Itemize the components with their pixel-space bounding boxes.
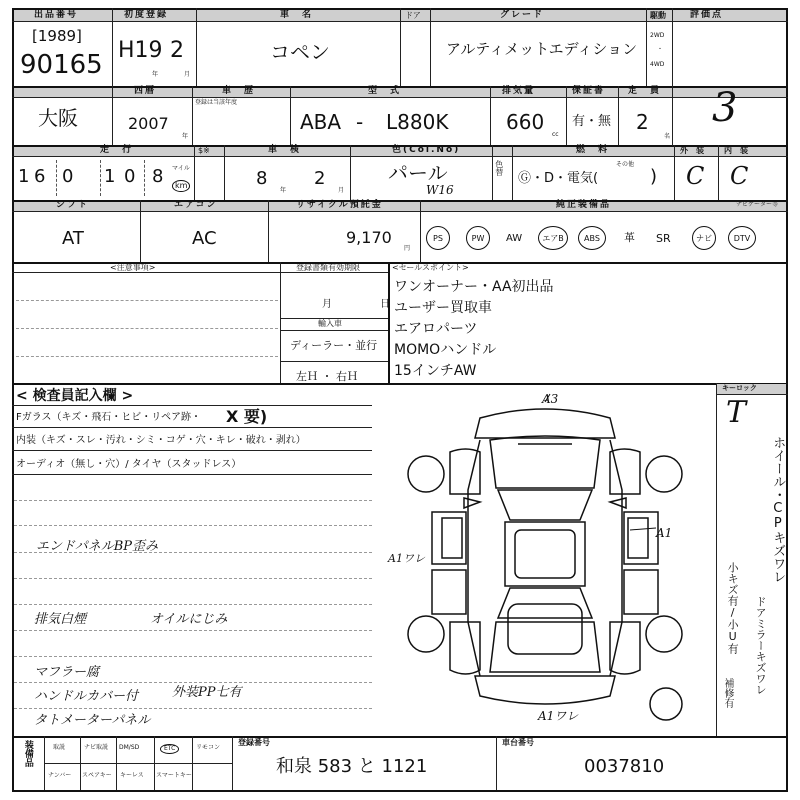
car-damage-diagram [380, 390, 710, 730]
hand-note: タトメーターパネル [34, 713, 151, 728]
inspection-year: 8 [256, 168, 268, 189]
lot-number: 90165 [20, 50, 103, 80]
sales-label: <セールスポイント> [392, 263, 469, 272]
plate-number: 和泉 583 と 1121 [276, 756, 428, 777]
auction-sheet: 出品番号 [1989] 90165 初度登録 H19 2 年 月 車 名 コペン ドア グレード アルティメットエディション 駆動 2WD ・ 4WD 評価点 大阪 西暦 2007 年 車 歴 登録は当該年度 型 式 ABA - L880K 排気量 660 cc 保証書 有・無 定 員 2 名 3 走 行 1 6 0 1 0 8 マイル km $※ 車 検 8 年 2 月 色(Col.No) パール W16 色替 燃 料 Ⓖ・D・電気( その他 ) 外 装 C 内 装 C シフト AT エアコン AC リサイクル預託金 9,170 円 純正装備品 ナビゲーター等 PS PW AW エアB ABS 革 SR ナビ DTV <注意事項> 登録書類有効期限 月 日 輸入車 ディーラー・並行 左Ｈ ・ 右Ｈ <セールスポイント> ワンオーナー・AA初出品 ユーザー買取車 エアロパーツ MOMOハンドル 15インチAW < 検査員記入欄 > Fガラス（キズ・飛石・ヒビ・リペア跡・ X 要) 内装（キズ・スレ・汚れ・シミ・コゲ・穴・キレ・破れ・剥れ） オーディオ（無し・穴）/ タイヤ（スタッドレス） エンドパネルBP歪み 排気白煙 オイルにじみ マフラー腐 ハンドルカバー付 外装PP七有 タトメーターパネル A3 A1 A1ワレ A1ワレ キーロック T ホイール・CPキズワレ 小キズ有/小U有 ドアミラーキズワレ 補修有 装備品 取説 ナビ取説 DM/SD ETC リモコン ナンバー スペアキー キーレス スマートキー 登録番号 和泉 583 と 1121 車台番号 0037810 [0, 0, 800, 800]
drive-label: 駆動 [650, 11, 666, 20]
mileage-digit: 0 [124, 166, 136, 187]
reg-month: 2 [170, 38, 184, 63]
air-conditioning: AC [192, 228, 217, 249]
fglass-mark: X 要) [226, 407, 268, 426]
equip-navi: ナビ [692, 226, 716, 250]
hand-note: オイルにじみ [150, 612, 228, 627]
fuel-options: Ⓖ・D・電気( [518, 171, 599, 186]
car-name: コペン [270, 40, 330, 64]
dealer-parallel: ディーラー・並行 [290, 339, 378, 352]
option-etc-circled: ETC [160, 744, 179, 754]
key-col: 小キズ有/小U有 [726, 562, 740, 654]
sales-point: ワンオーナー・AA初出品 [394, 279, 554, 295]
vin-number: 0037810 [584, 756, 665, 777]
caution-label: <注意事項> [110, 263, 156, 272]
interior-line: 内装（キズ・スレ・汚れ・シミ・コゲ・穴・キレ・破れ・剥れ） [16, 435, 306, 446]
equip-airbag: エアB [538, 226, 568, 250]
capacity: 2 [636, 110, 649, 134]
exterior-grade: C [686, 162, 705, 190]
color-code: W16 [426, 183, 454, 197]
keylock-value: T [726, 395, 747, 430]
door-label: ドア [405, 11, 421, 20]
hand-note: エンドパネルBP歪み [36, 539, 159, 554]
model-year: 2007 [128, 114, 169, 133]
recycle-fee: 9,170 [346, 228, 392, 247]
sales-point: ユーザー買取車 [394, 300, 492, 316]
inspector-title: < 検査員記入欄 > [16, 388, 134, 404]
key-col: ホイール・CPキズワレ [770, 436, 786, 583]
import-label: 輸入車 [318, 319, 342, 328]
inspection-month: 2 [314, 168, 326, 189]
model-prefix: ABA [300, 110, 342, 134]
equip-dtv: DTV [728, 226, 756, 250]
first-reg-label: 初度登録 [124, 10, 169, 20]
sales-point: MOMOハンドル [394, 342, 497, 358]
audio-line: オーディオ（無し・穴）/ タイヤ（スタッドレス） [16, 459, 242, 470]
km-unit-circled: km [172, 180, 190, 192]
grade-label: グレード [500, 10, 545, 20]
score-label: 評価点 [690, 10, 724, 20]
displacement: 660 [506, 110, 545, 134]
car-name-label: 車 名 [280, 10, 314, 20]
model-code: L880K [386, 110, 449, 134]
options-label: 装備品 [22, 740, 33, 767]
shift: AT [62, 228, 84, 249]
equip-leather: 革 [624, 231, 635, 244]
era-year: H19 [118, 38, 163, 63]
warranty: 有・無 [572, 114, 612, 129]
equip-aw: AW [506, 233, 523, 244]
damage-label: A3 [542, 392, 559, 406]
damage-label: A1 [656, 526, 673, 540]
lot-prefix: [1989] [32, 27, 82, 45]
key-col: ドアミラーキズワレ [754, 596, 768, 695]
vin-label: 車台番号 [502, 738, 534, 747]
damage-label: A1ワレ [388, 552, 425, 565]
mileage-digit: 0 [62, 166, 74, 187]
key-col: 補修有 [722, 678, 733, 708]
hand-note: ハンドルカバー付 [34, 689, 139, 704]
equip-abs: ABS [578, 226, 606, 250]
lot-no-label: 出品番号 [34, 10, 79, 20]
damage-label: A1ワレ [538, 709, 579, 723]
steering-side: 左Ｈ ・ 右Ｈ [296, 370, 358, 383]
mileage-digit: 1 [104, 166, 116, 187]
equip-pw: PW [466, 226, 490, 250]
color: パール [388, 161, 448, 185]
doc-deadline-label: 登録書類有効期限 [296, 263, 360, 272]
hand-note: マフラー腐 [34, 665, 100, 680]
mileage-digit: 1 [18, 166, 30, 187]
mileage-digit: 8 [152, 166, 164, 187]
keylock-label: キーロック [722, 384, 757, 392]
grade: アルティメットエディション [446, 40, 638, 58]
sales-point: 15インチAW [394, 363, 477, 379]
sales-point: エアロパーツ [394, 321, 478, 337]
region: 大阪 [38, 106, 78, 130]
score-value: 3 [712, 85, 738, 131]
hand-note: 排気白煙 [34, 612, 87, 627]
fglass-line: Fガラス（キズ・飛石・ヒビ・リペア跡・ [16, 412, 202, 423]
interior-grade: C [730, 162, 749, 190]
equip-sunroof: SR [656, 232, 671, 245]
hand-note: 外装PP七有 [172, 685, 242, 700]
equip-ps: PS [426, 226, 450, 250]
plate-label: 登録番号 [238, 738, 270, 747]
mileage-digit: 6 [34, 166, 46, 187]
